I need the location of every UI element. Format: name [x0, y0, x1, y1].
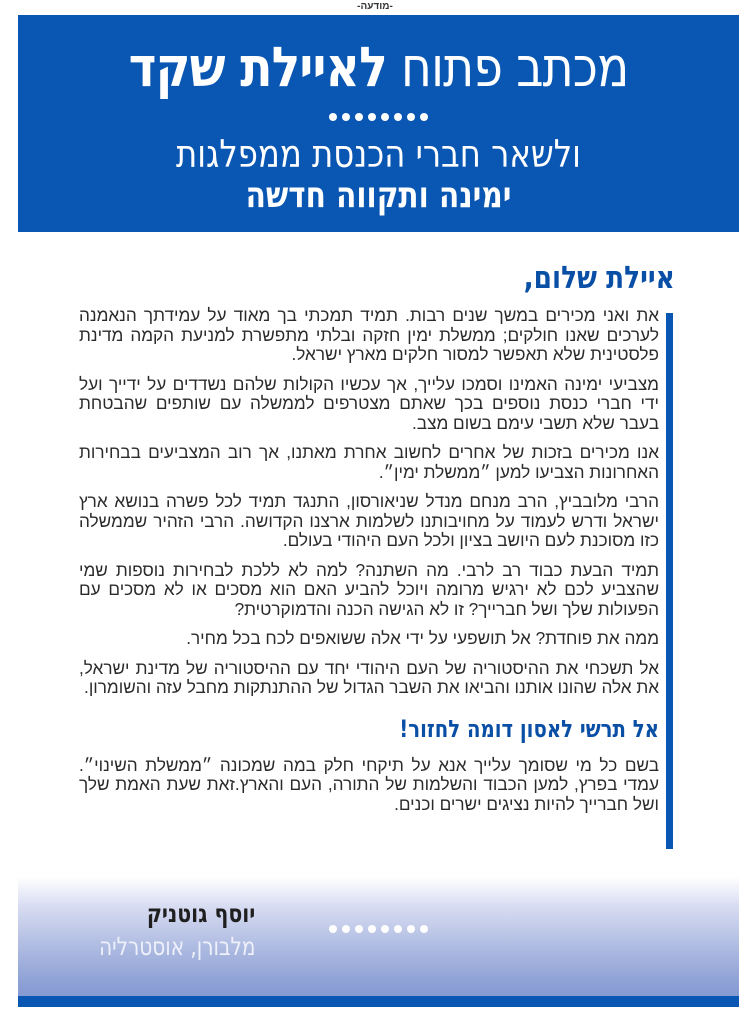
subtitle-parties: ימינה ותקווה חדשה [245, 175, 512, 216]
dot-icon [368, 113, 376, 121]
letter-paragraph: אנו מכירים בזכות של אחרים לחשוב אחרת מאתנו, אך רוב המצביעים בבחירות האחרונות הצביעו למען ״ממשלת ימין״. [79, 442, 659, 482]
letter-subheading: אל תרשי לאסון דומה לחזור! [399, 714, 659, 743]
dot-icon [381, 925, 389, 933]
author-location: מלבורן, אוסטרליה [98, 932, 255, 961]
signature-footer [18, 877, 739, 1007]
dot-icon [329, 113, 337, 121]
letter-paragraph: אל תשכחי את ההיסטוריה של העם היהודי יחד עם ההיסטוריה של מדינת ישראל, את אלה שהונו אותנו והביאו את השבר הגדול של ההתנתקות מחבל עזה והשומרון. [79, 657, 659, 697]
dot-icon [355, 925, 363, 933]
letter-body [79, 306, 659, 824]
main-title [68, 37, 688, 97]
letter-paragraph: ממה את פוחדת? אל תושפעי על ידי אלה ששואפים לכח בכל מחיר. [186, 628, 659, 648]
accent-vertical-bar [666, 313, 673, 849]
dot-icon [394, 113, 402, 121]
letter-closing-paragraph: בשם כל מי שסומך עלייך אנא על תיקחי חלק במה שמכונה ״ממשלת השינוי״. עמדי בפרץ, למען הכבוד והשלמות של התורה, העם והארץ.זאת שעת האמת שלך ושל חברייך להיות נציגים ישרים וכנים. [79, 754, 659, 814]
dot-icon [420, 113, 428, 121]
letter-paragraph: הרבי מלובביץ, הרב מנחם מנדל שניאורסון, התנגד תמיד לכל פשרה בנושא ארץ ישראל ודרש לעמוד על מחויבותנו לשלמות ארצנו הקדושה. הרבי הזהיר שממשלה כזו מסוכנת לעם היושב בציון ולכל העם היהודי בעולם. [79, 491, 659, 550]
dot-icon [394, 925, 402, 933]
subtitle: ולשאר חברי הכנסת ממפלגות [176, 132, 581, 176]
letter-greeting: איילת שלום, [523, 260, 675, 296]
author-name: יוסף גוטניק [146, 899, 255, 928]
footer-blue-band [18, 996, 739, 1007]
header-dots-divider [18, 113, 739, 121]
dot-icon [368, 925, 376, 933]
dot-icon [329, 925, 337, 933]
letter-paragraph: את ואני מכירים במשך שנים רבות. תמיד תמכתי בך מאוד על עמידתך הנאמנה לערכים שאנו חולקים; ממשלת ימין חזקה ובלתי מתפשרת למניעת הקמה מדינת פלסטינית שלא תאפשר למסור חלקים מארץ ישראל. [79, 305, 659, 364]
advertisement-label: -מודעה- [357, 1, 393, 12]
title-open-letter: מכתב פתוח [401, 35, 629, 99]
letter-paragraph: מצביעי ימינה האמינו וסמכו עלייך, אך עכשיו הקולות שלהם נשדדים על ידייך ועל ידי חברי כנסת נוספים בכך שאתם מצטרפים לממשלה עם שותפים שהבטחת בעבר שלא תשבי עימם בשום מצב. [79, 373, 659, 433]
dot-icon [407, 925, 415, 933]
dot-icon [407, 113, 415, 121]
letter-paragraph: תמיד הבעת כבוד רב לרבי. מה השתנה? למה לא ללכת לבחירות נוספות שמי שהצביע לכם לא ירגיש מרומה ויוכל להביע האם הוא מסכים או לא מסכים עם הפעולות שלך ושל חברייך? זו לא הגישה הכנה והדמוקרטית? [79, 559, 659, 619]
header-banner [18, 15, 739, 232]
footer-dots-divider [18, 925, 739, 933]
dot-icon [355, 113, 363, 121]
dot-icon [342, 113, 350, 121]
dot-icon [381, 113, 389, 121]
title-recipient: לאיילת שקד [128, 35, 387, 99]
dot-icon [420, 925, 428, 933]
dot-icon [342, 925, 350, 933]
